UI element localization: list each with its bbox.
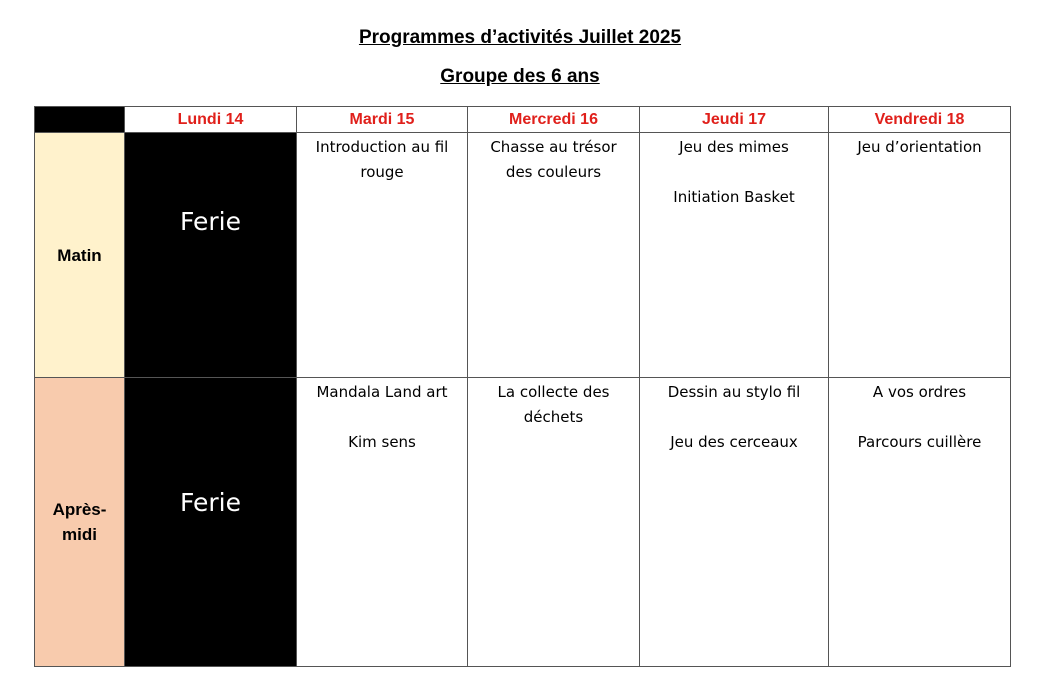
- holiday-cell-matin: [125, 133, 297, 378]
- matin-row: [35, 133, 1011, 378]
- activity-cell-apres-midi-mardi: [297, 378, 468, 667]
- apres-midi-row: [35, 378, 1011, 667]
- activity-text: Mandala Land art: [316, 383, 448, 401]
- holiday-label: Ferie: [180, 206, 241, 236]
- corner-cell: [35, 107, 125, 133]
- activity-text: La collecte des: [497, 383, 610, 401]
- document-title: Programmes d’activités Juillet 2025: [358, 27, 682, 48]
- day-header-vendredi: Vendredi 18: [829, 107, 1011, 133]
- activity-cell-matin-jeudi: [640, 133, 829, 378]
- day-header-mercredi: Mercredi 16: [468, 107, 640, 133]
- activity-text: Kim sens: [348, 433, 416, 451]
- schedule-table: [34, 106, 1011, 667]
- holiday-cell-apres-midi: [125, 378, 297, 667]
- period-label-apres-midi: [35, 378, 125, 667]
- activity-text: Jeu des mimes: [679, 138, 789, 156]
- activity-cell-matin-mercredi: [468, 133, 640, 378]
- period-label-apres-midi-text-1: Après-: [52, 500, 107, 519]
- activity-cell-apres-midi-vendredi: [829, 378, 1011, 667]
- activity-cell-matin-mardi: [297, 133, 468, 378]
- period-label-apres-midi-text-2: midi: [62, 525, 97, 544]
- activity-cell-apres-midi-mercredi: [468, 378, 640, 667]
- activity-text: Parcours cuillère: [857, 433, 982, 451]
- activity-text: Dessin au stylo fil: [667, 383, 801, 401]
- activity-text: des couleurs: [505, 163, 602, 181]
- activity-text: rouge: [360, 163, 404, 181]
- activity-text: Introduction au fil: [315, 138, 449, 156]
- period-label-matin-text: Matin: [57, 245, 102, 265]
- day-header-lundi: Lundi 14: [125, 107, 297, 133]
- header-row: [35, 107, 1011, 133]
- document-subtitle: Groupe des 6 ans: [440, 66, 600, 87]
- activity-text: A vos ordres: [872, 383, 967, 401]
- holiday-label: Ferie: [180, 487, 241, 517]
- activity-text: déchets: [523, 408, 584, 426]
- activity-text: Initiation Basket: [673, 188, 795, 206]
- activity-text: Jeu des cerceaux: [670, 433, 798, 451]
- period-label-matin: [35, 133, 125, 378]
- day-header-mardi: Mardi 15: [297, 107, 468, 133]
- activity-text: Jeu d’orientation: [857, 138, 982, 156]
- activity-text: Chasse au trésor: [490, 138, 617, 156]
- activity-cell-matin-vendredi: [829, 133, 1011, 378]
- day-header-jeudi: Jeudi 17: [640, 107, 829, 133]
- activity-cell-apres-midi-jeudi: [640, 378, 829, 667]
